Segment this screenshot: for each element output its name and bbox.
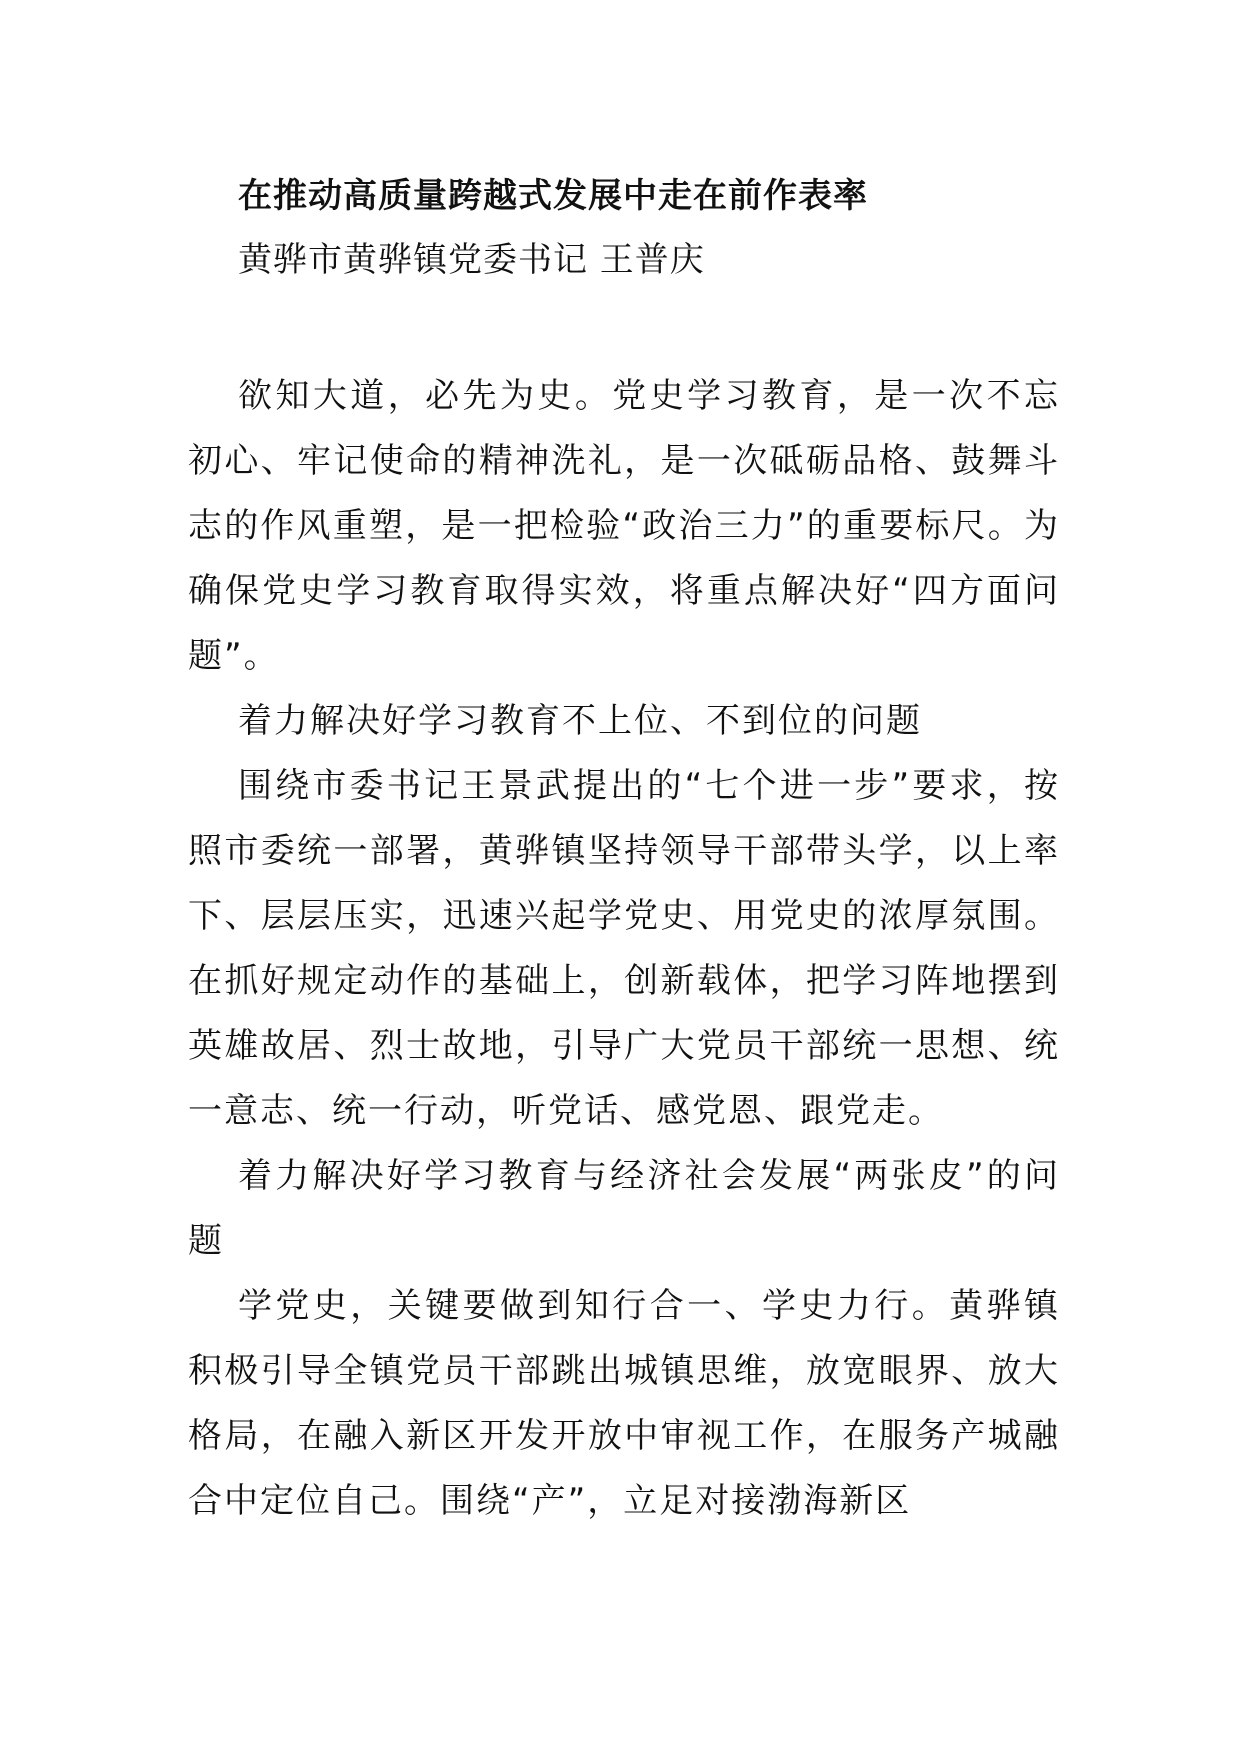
document-title: 在推动高质量跨越式发展中走在前作表率 [238,176,868,216]
section-heading-2: 着力解决好学习教育与经济社会发展“两张皮”的问题 [188,1156,1060,1261]
section-heading-1: 着力解决好学习教育不上位、不到位的问题 [238,701,922,741]
paragraph-section-1: 围绕市委书记王景武提出的“七个进一步”要求，按照市委统一部署，黄骅镇坚持领导干部带头学，以上率下、层层压实，迅速兴起学党史、用党史的浓厚氛围。在抓好规定动作的基础上，创新载体，把学习阵地摆到英雄故居、烈士故地，引导广大党员干部统一思想、统一意志、统一行动，听党话、感党恩、跟党走。 [188,766,1060,1131]
paragraph-intro: 欲知大道，必先为史。党史学习教育，是一次不忘初心、牢记使命的精神洗礼，是一次砥砺品格、鼓舞斗志的作风重塑，是一把检验“政治三力”的重要标尺。为确保党史学习教育取得实效，将重点解决好“四方面问题”。 [188,376,1060,676]
document-byline: 黄骅市黄骅镇党委书记 王普庆 [238,240,705,280]
document-body [188,364,1060,1534]
paragraph-section-2: 学党史，关键要做到知行合一、学史力行。黄骅镇积极引导全镇党员干部跳出城镇思维，放宽眼界、放大格局，在融入新区开发开放中审视工作，在服务产城融合中定位自己。围绕“产”，立足对接渤海新区 [188,1286,1060,1521]
